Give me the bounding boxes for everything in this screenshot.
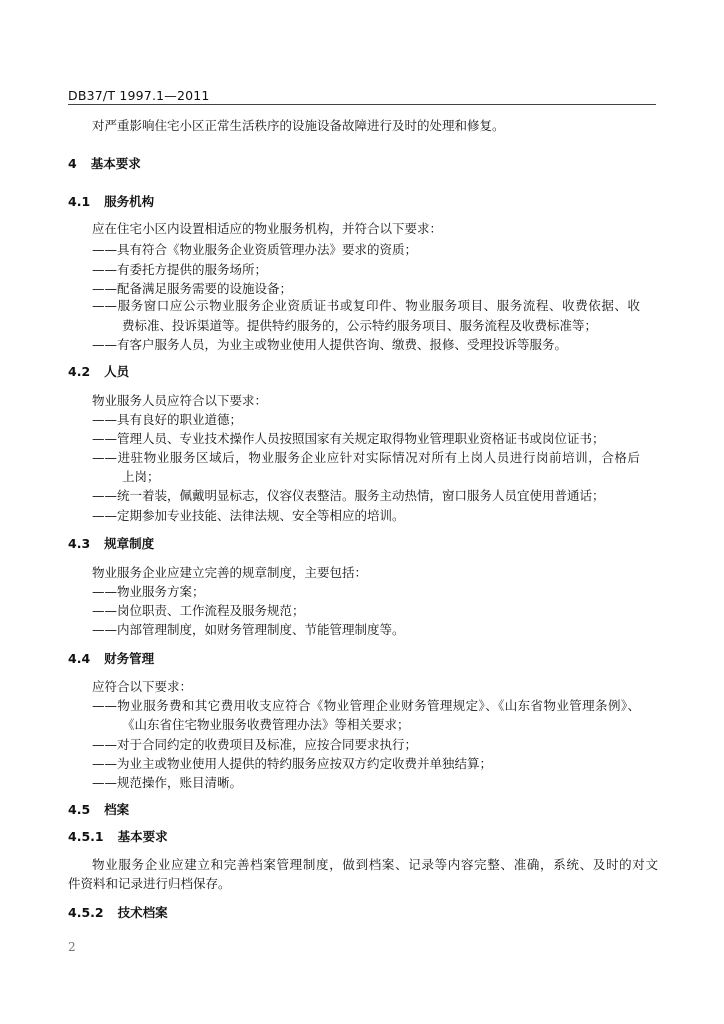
list-item: ——内部管理制度，如财务管理制度、节能管理制度等。: [92, 622, 405, 637]
section-title: 档案: [104, 802, 130, 817]
section-4-2-lead: 物业服务人员应符合以下要求：: [92, 393, 268, 408]
list-item: ——有客户服务人员，为业主或物业使用人提供咨询、缴费、报修、受理投诉等服务。: [92, 337, 568, 352]
list-item: ——配备满足服务需要的设施设备；: [92, 281, 293, 296]
section-number: 4.5.2: [68, 905, 104, 920]
section-title: 规章制度: [104, 536, 155, 551]
list-item: ——服务窗口应公示物业服务企业资质证书或复印件、物业服务项目、服务流程、收费依据、收: [92, 298, 640, 313]
list-item: ——对于合同约定的收费项目及标准，应按合同要求执行；: [92, 737, 418, 752]
section-number: 4.2: [68, 364, 91, 379]
section-title: 人员: [104, 364, 130, 379]
list-item: ——为业主或物业使用人提供的特约服务应按双方约定收费并单独结算；: [92, 756, 493, 771]
list-item: ——管理人员、专业技术操作人员按照国家有关规定取得物业管理职业资格证书或岗位证书；: [92, 431, 605, 446]
list-item: ——规范操作，账目清晰。: [92, 775, 243, 790]
section-title: 财务管理: [104, 651, 155, 666]
section-4-5-1-paragraph: 物业服务企业应建立和完善档案管理制度，做到档案、记录等内容完整、准确，系统、及时的对文: [92, 857, 658, 872]
section-4-5-2-heading: [68, 905, 168, 921]
section-4-heading: [68, 156, 141, 172]
section-4-3-lead: 物业服务企业应建立完善的规章制度，主要包括：: [92, 565, 368, 580]
section-title: 基本要求: [90, 156, 141, 171]
section-number: 4.5: [68, 802, 91, 817]
section-4-4-heading: [68, 651, 154, 667]
list-item-continuation: 上岗；: [122, 469, 160, 484]
list-item: ——统一着装，佩戴明显标志，仪容仪表整洁。服务主动热情，窗口服务人员宜使用普通话；: [92, 488, 605, 503]
list-item-continuation: 《山东省住宅物业服务收费管理办法》等相关要求；: [122, 717, 410, 732]
section-4-4-lead: 应符合以下要求：: [92, 679, 193, 694]
intro-paragraph: 对严重影响住宅小区正常生活秩序的设施设备故障进行及时的处理和修复。: [92, 118, 505, 133]
section-number: 4: [68, 156, 77, 171]
section-4-3-heading: [68, 536, 154, 552]
header-rule: [68, 104, 656, 105]
section-4-5-1-paragraph-cont: 件资料和记录进行归档保存。: [68, 876, 231, 891]
list-item: ——有委托方提供的服务场所；: [92, 262, 268, 277]
list-item: ——具有良好的职业道德；: [92, 412, 243, 427]
section-4-5-1-heading: [68, 829, 168, 845]
list-item: ——物业服务费和其它费用收支应符合《物业管理企业财务管理规定》、《山东省物业管理条例》、: [92, 698, 640, 713]
section-4-5-heading: [68, 802, 129, 818]
section-number: 4.3: [68, 536, 91, 551]
section-4-1-lead: 应在住宅小区内设置相适应的物业服务机构，并符合以下要求：: [92, 221, 443, 236]
document-code: DB37/T 1997.1—2011: [68, 88, 210, 103]
section-title: 技术档案: [117, 905, 168, 920]
page-number: 2: [68, 940, 76, 954]
list-item: ——具有符合《物业服务企业资质管理办法》要求的资质；: [92, 242, 418, 257]
section-4-2-heading: [68, 364, 129, 380]
section-number: 4.5.1: [68, 829, 104, 844]
list-item: ——物业服务方案；: [92, 584, 205, 599]
list-item: ——定期参加专业技能、法律法规、安全等相应的培训。: [92, 508, 405, 523]
section-number: 4.1: [68, 194, 91, 209]
list-item: ——进驻物业服务区域后，物业服务企业应针对实际情况对所有上岗人员进行岗前培训，合格后: [92, 450, 640, 465]
section-number: 4.4: [68, 651, 91, 666]
list-item: ——岗位职责、工作流程及服务规范；: [92, 603, 305, 618]
section-4-1-heading: [68, 194, 154, 210]
section-title: 服务机构: [104, 194, 155, 209]
section-title: 基本要求: [117, 829, 168, 844]
list-item-continuation: 费标准、投诉渠道等。提供特约服务的，公示特约服务项目、服务流程及收费标准等；: [122, 318, 598, 333]
